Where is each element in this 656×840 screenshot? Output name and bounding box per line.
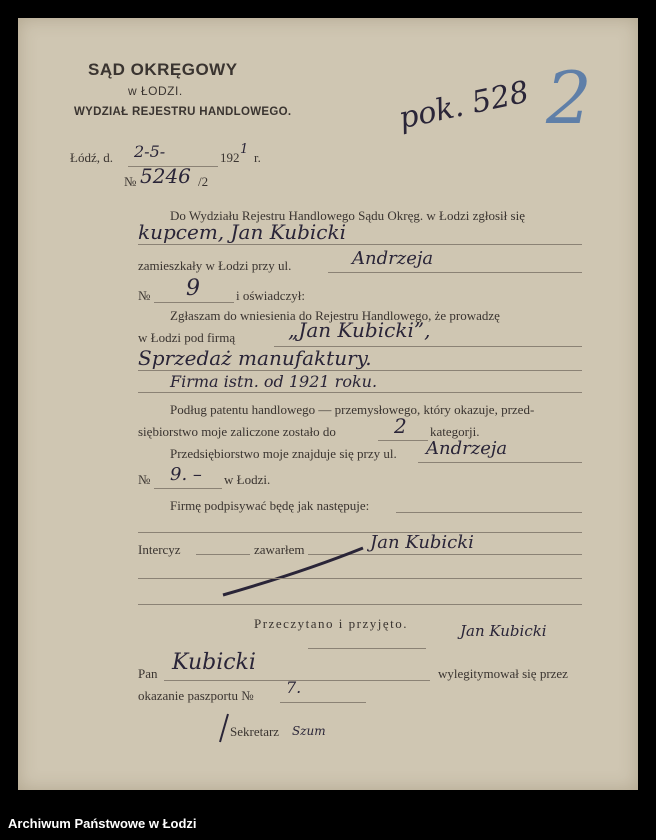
- no-label: №: [138, 288, 151, 303]
- signature-2: Jan Kubicki: [460, 622, 547, 640]
- date-r: r.: [254, 150, 261, 165]
- document-page: [18, 18, 638, 790]
- date-year-suffix: 1: [240, 142, 249, 157]
- residence-hand: Andrzeja: [352, 248, 434, 269]
- pan-label: Pan: [138, 666, 158, 681]
- patent-line-2-end: kategorji.: [430, 424, 480, 439]
- signature: Jan Kubicki: [370, 532, 474, 553]
- date-place: Łódź, d.: [70, 150, 113, 165]
- secretary-label: Sekretarz: [230, 724, 280, 739]
- intercyz-label: Intercyz: [138, 542, 181, 557]
- firm-line-2: [138, 370, 582, 371]
- residence-text: zamieszkały w Łodzi przy ul.: [138, 258, 292, 273]
- intro-hand: kupcem, Jan Kubicki: [138, 220, 346, 244]
- located-line: [418, 462, 582, 463]
- archive-footer: [0, 808, 656, 840]
- number-label: №: [124, 174, 137, 189]
- patent-line-2: siębiorstwo moje zaliczone zostało do: [138, 424, 336, 439]
- date-year: 192: [220, 150, 240, 165]
- register-line-1: Zgłaszam do wniesienia do Rejestru Handlowego, że prowadzę: [170, 308, 500, 323]
- pan-hand: Kubicki: [172, 650, 256, 675]
- category-hand: 2: [394, 414, 407, 438]
- department-title: WYDZIAŁ REJESTRU HANDLOWEGO.: [74, 106, 292, 118]
- number-value: 5246: [140, 164, 191, 188]
- blank-line-2: [138, 604, 582, 605]
- no-line: [154, 302, 234, 303]
- intro-line: [138, 244, 582, 245]
- no2-hand: 9. –: [170, 464, 202, 485]
- strike-through-mark: [218, 540, 368, 600]
- archive-name: Archiwum Państwowe w Łodzi: [8, 816, 197, 831]
- passport-hand: 7.: [286, 678, 302, 697]
- sign-line-2: [138, 532, 582, 533]
- zawarlem-label: zawarłem: [254, 542, 305, 557]
- passport-line: [280, 702, 366, 703]
- number-suffix: /2: [198, 174, 209, 189]
- firm-line-3: [138, 392, 582, 393]
- date-day: 2-5-: [134, 142, 166, 161]
- no2-line: [154, 488, 222, 489]
- blank-line-1: [138, 578, 582, 579]
- firm-hand-3: Firma istn. od 1921 roku.: [170, 372, 378, 391]
- blue-number: 2: [546, 56, 592, 140]
- court-title: SĄD OKRĘGOWY: [88, 60, 238, 79]
- read-accepted: Przeczytano i przyjęto.: [254, 616, 408, 631]
- sign-text: Firmę podpisywać będę jak następuje:: [170, 498, 370, 513]
- firm-hand-2: Sprzedaż manufaktury.: [138, 346, 372, 370]
- residence-line: [328, 272, 582, 273]
- declare-text: i oświadczył:: [236, 288, 305, 303]
- read-line: [308, 648, 426, 649]
- legit-text: wylegitymował się przez: [438, 666, 568, 681]
- court-city: w ŁODZI.: [128, 84, 183, 98]
- located-hand: Andrzeja: [426, 438, 508, 459]
- secretary-hand: Szum: [292, 724, 326, 738]
- firm-hand: „Jan Kubicki”,: [288, 318, 431, 342]
- secretary-bracket-mark: [216, 712, 232, 746]
- register-line-2: w Łodzi pod firmą: [138, 330, 236, 345]
- intro-text: Do Wydziału Rejestru Handlowego Sądu Okręg. w Łodzi zgłosił się: [170, 208, 525, 223]
- category-line: [378, 440, 428, 441]
- passport-text: okazanie paszportu №: [138, 688, 254, 703]
- located-text: Przedsiębiorstwo moje znajduje się przy ul.: [170, 446, 397, 461]
- sign-line: [396, 512, 582, 513]
- no-hand: 9: [186, 276, 200, 301]
- no2-city: w Łodzi.: [224, 472, 271, 487]
- no2-label: №: [138, 472, 151, 487]
- margin-note: pok. 528: [395, 74, 532, 137]
- patent-line-1: Podług patentu handlowego — przemysłowego, który okazuje, przed-: [170, 402, 535, 417]
